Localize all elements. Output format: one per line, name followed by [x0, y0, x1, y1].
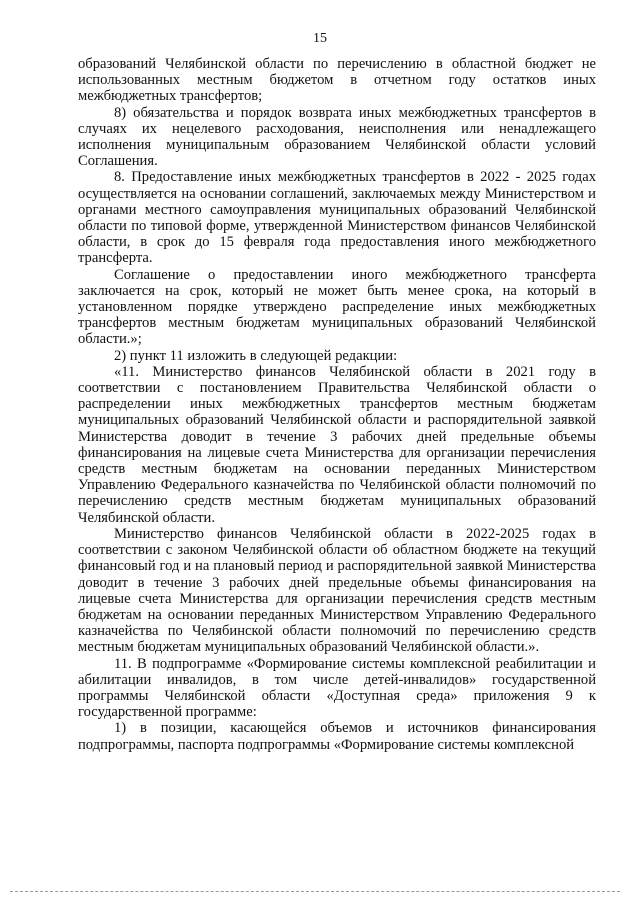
paragraph: Министерство финансов Челябинской области в 2022-2025 годах в соответствии с законом Челябинской области об областном бюджете на текущий финансовый год и на плановый период и распорядительной заявкой Министерства доводит в течение 3 рабочих дней предельные объемы финансирования на лицевые счета Министерства для организации перечисления средств местным бюджетам на основании переданных Министерством Управлению Федерального казначейства по Челябинской области полномочий по перечислению средств местным бюджетам муниципальных образований Челябинской области.». — [78, 525, 596, 656]
paragraph: образований Челябинской области по перечислению в областной бюджет не использованных местным бюджетом в отчетном году остатков иных межбюджетных трансфертов; — [78, 56, 596, 105]
paragraph: «11. Министерство финансов Челябинской области в 2021 году в соответствии с постановлением Правительства Челябинской области о распределении иных межбюджетных трансфертов местным бюджетам муниципальных образований Челябинской области и распорядительной заявкой Министерства доводит в течение 3 рабочих дней предельные объемы финансирования на лицевые счета Министерства для организации перечисления средств местным бюджетам на основании переданных Министерством Управлению Федерального казначейства по Челябинской области полномочий по перечислению средств местным бюджетам муниципальных образований Челябинской области. — [78, 363, 596, 526]
paragraph: 11. В подпрограмме «Формирование системы комплексной реабилитации и абилитации инвалидов, в том числе детей-инвалидов» государственной программы Челябинской области «Доступная среда» приложения 9 к государственной программе: — [78, 655, 596, 721]
paragraph: Соглашение о предоставлении иного межбюджетного трансферта заключается на срок, который не может быть менее срока, на который в установленном порядке утверждено распределение иных межбюджетных трансфертов местным бюджетам муниципальных образований Челябинской области.»; — [78, 266, 596, 348]
paragraph: 8) обязательства и порядок возврата иных межбюджетных трансфертов в случаях их нецелевого расходования, неисполнения или ненадлежащего исполнения муниципальным образованием Челябинской области условий Соглашения. — [78, 104, 596, 170]
paragraph: 8. Предоставление иных межбюджетных трансфертов в 2022 - 2025 годах осуществляется на основании соглашений, заключаемых между Министерством и органами местного самоуправления муниципальных образований Челябинской области по типовой форме, утвержденной Министерством финансов Челябинской области, в срок до 15 февраля года предоставления иного межбюджетного трансферта. — [78, 169, 596, 267]
paragraph: 1) в позиции, касающейся объемов и источников финансирования подпрограммы, паспорта подпрограммы «Формирование системы комплексной — [78, 720, 596, 753]
scan-edge-line — [10, 891, 620, 892]
page-number: 15 — [313, 31, 327, 46]
paragraph: 2) пункт 11 изложить в следующей редакции: — [114, 347, 398, 364]
document-body — [78, 56, 596, 753]
